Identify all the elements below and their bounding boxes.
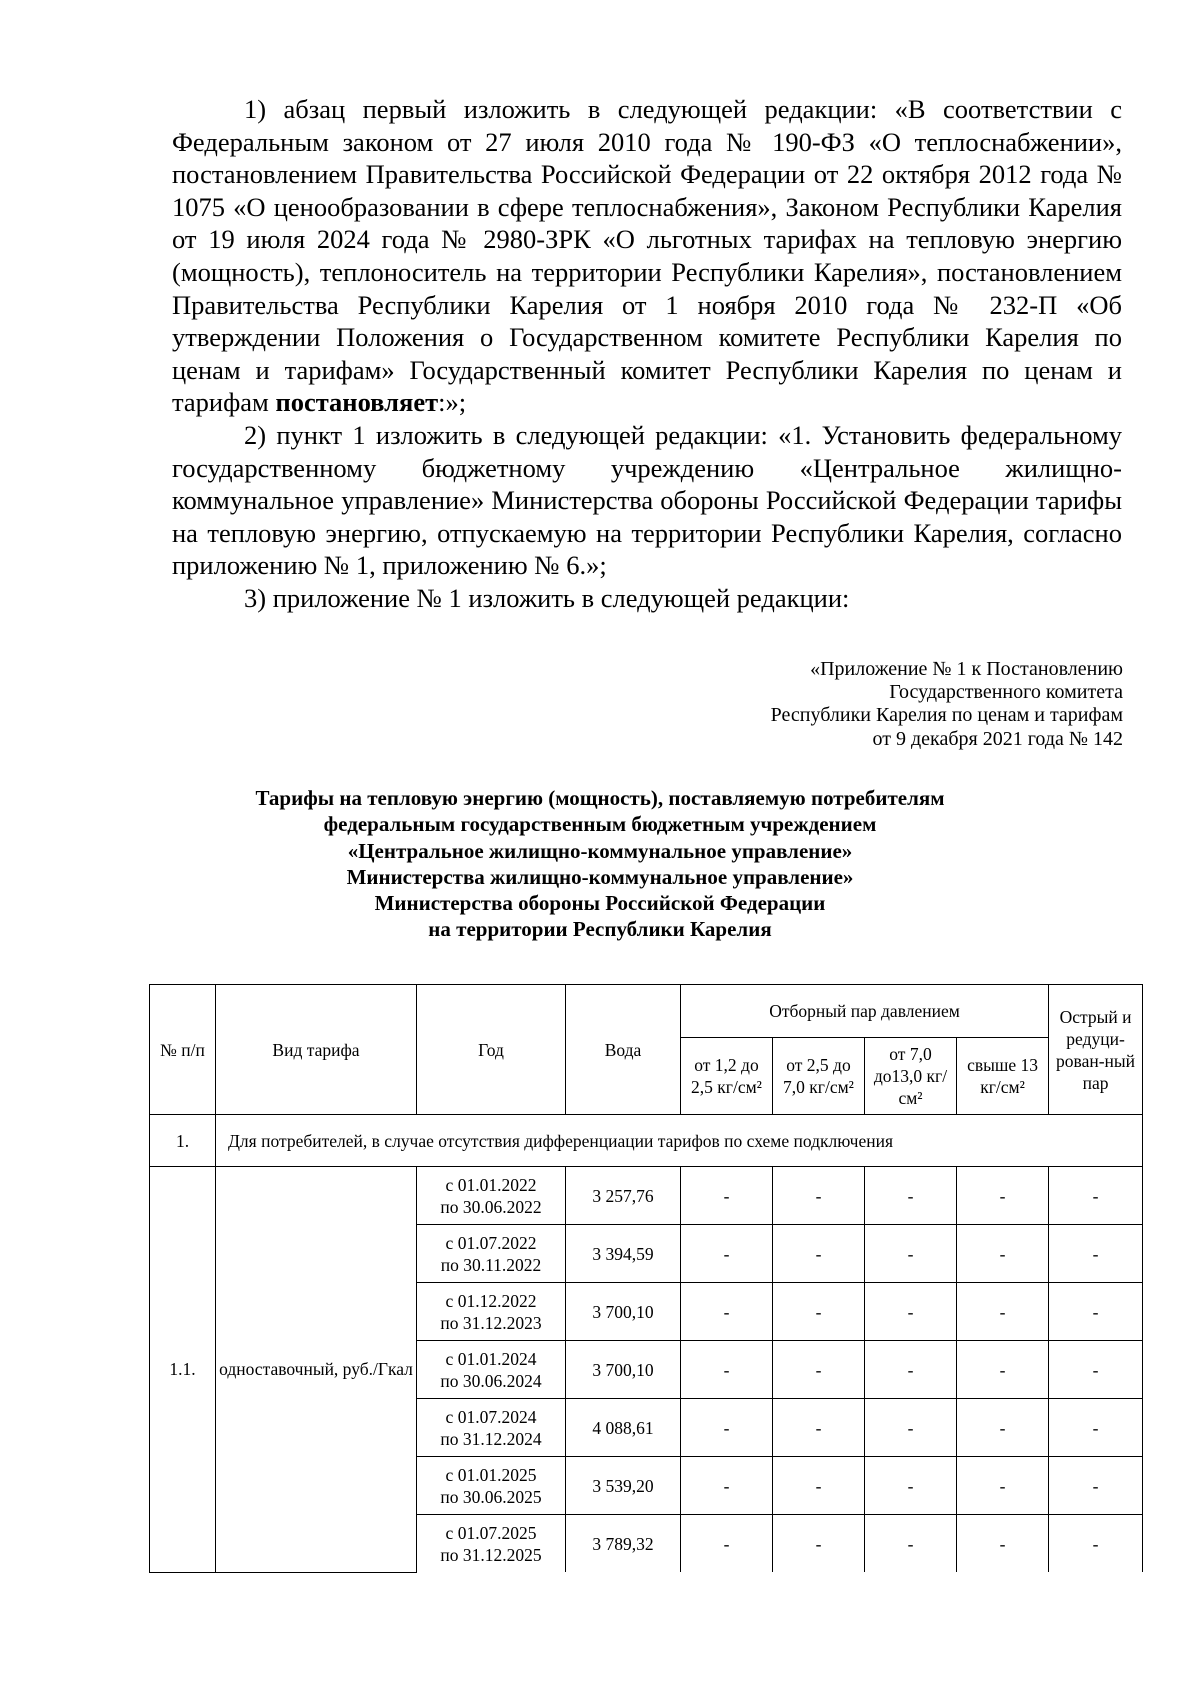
table-header-row <box>150 985 1143 1038</box>
header-num: № п/п <box>150 985 216 1115</box>
steam-2-value: - <box>773 1225 865 1283</box>
title-line: Тарифы на тепловую энергию (мощность), поставляемую потребителям <box>255 786 945 810</box>
steam-3-value: - <box>865 1515 957 1573</box>
title-line: на территории Республики Карелия <box>428 917 772 942</box>
steam-2-value: - <box>773 1457 865 1515</box>
item-num: 1.1. <box>150 1167 216 1573</box>
title-line: Министерства обороны Российской Федерации <box>374 891 826 916</box>
paragraph-1-ending: :»; <box>438 387 467 418</box>
water-value: 3 257,76 <box>566 1167 681 1225</box>
amendment-paragraph-1 <box>172 93 1122 419</box>
group-num: 1. <box>150 1115 216 1167</box>
water-value: 3 700,10 <box>566 1341 681 1399</box>
water-value: 4 088,61 <box>566 1399 681 1457</box>
amendment-text <box>172 93 1122 615</box>
item-tariff: одноставочный, руб./Гкал <box>216 1167 417 1573</box>
water-value: 3 539,20 <box>566 1457 681 1515</box>
sharp-steam-value: - <box>1049 1167 1143 1225</box>
steam-4-value: - <box>957 1283 1049 1341</box>
period-from: с 01.01.2025 <box>445 1464 537 1485</box>
header-steam-4: свыше 13 кг/см² <box>957 1038 1049 1115</box>
amendment-paragraph-3: 3) приложение № 1 изложить в следующей редакции: <box>244 582 850 613</box>
steam-3-value: - <box>865 1399 957 1457</box>
steam-1-value: - <box>681 1515 773 1573</box>
steam-3-value: - <box>865 1167 957 1225</box>
table-group-row <box>150 1115 1143 1167</box>
period-from: с 01.07.2025 <box>445 1522 537 1543</box>
steam-2-value: - <box>773 1515 865 1573</box>
header-water: Вода <box>566 985 681 1115</box>
steam-1-value: - <box>681 1167 773 1225</box>
sharp-steam-value: - <box>1049 1399 1143 1457</box>
period-cell <box>417 1457 566 1515</box>
paragraph-1-text: 1) абзац первый изложить в следующей редакции: «В соответствии с Федеральным законом от 27 июля 2010 года № 190-ФЗ «О теплоснабжении», постановлением Правительства Российской Федерации от 22 октября 2012 года № 1075 «О ценообразовании в сфере теплоснабжения», Законом Республики Карелия от 19 июля 2024 года № 2980-ЗРК «О льготных тарифах на тепловую энергию (мощность), теплоноситель на территории Республики Карелия», постановлением Правительства Республики Карелия от 1 ноября 2010 года № 232-П «Об утверждении Положения о Государственном комитете Республики Карелия по ценам и тарифам» Государственный комитет Республики Карелия по ценам и тарифам <box>172 94 1122 418</box>
steam-1-value: - <box>681 1225 773 1283</box>
period-to: по 31.12.2025 <box>440 1544 542 1565</box>
period-cell <box>417 1341 566 1399</box>
group-description: Для потребителей, в случае отсутствия дифференциации тарифов по схеме подключения <box>216 1115 1143 1167</box>
steam-1-value: - <box>681 1457 773 1515</box>
header-steam-3: от 7,0 до13,0 кг/см² <box>865 1038 957 1115</box>
title-line: федеральным государственным бюджетным учреждением <box>323 812 877 837</box>
header-steam-2: от 2,5 до 7,0 кг/см² <box>773 1038 865 1115</box>
steam-4-value: - <box>957 1167 1049 1225</box>
period-from: с 01.07.2022 <box>445 1232 537 1253</box>
sharp-steam-value: - <box>1049 1457 1143 1515</box>
period-cell <box>417 1283 566 1341</box>
sharp-steam-value: - <box>1049 1515 1143 1573</box>
title-line: «Центральное жилищно-коммунальное управление» <box>347 838 853 863</box>
appendix-note <box>563 658 1123 751</box>
header-steam-1: от 1,2 до 2,5 кг/см² <box>681 1038 773 1115</box>
period-to: по 31.12.2023 <box>440 1312 542 1333</box>
period-to: по 30.06.2022 <box>440 1196 542 1217</box>
water-value: 3 394,59 <box>566 1225 681 1283</box>
period-to: по 31.12.2024 <box>440 1428 542 1449</box>
period-cell <box>417 1225 566 1283</box>
header-steam-group: Отборный пар давлением <box>681 985 1049 1038</box>
steam-4-value: - <box>957 1225 1049 1283</box>
title-line: Министерства жилищно-коммунальное управление» <box>346 864 854 889</box>
sharp-steam-value: - <box>1049 1225 1143 1283</box>
header-year: Год <box>417 985 566 1115</box>
paragraph-1-bold-word: постановляет <box>275 387 439 418</box>
header-sharp-steam: Острый и редуци-рован-ный пар <box>1049 985 1143 1115</box>
appendix-note-line: «Приложение № 1 к Постановлению <box>810 658 1123 680</box>
steam-2-value: - <box>773 1399 865 1457</box>
water-value: 3 789,32 <box>566 1515 681 1573</box>
steam-2-value: - <box>773 1341 865 1399</box>
steam-2-value: - <box>773 1167 865 1225</box>
period-cell <box>417 1167 566 1225</box>
period-from: с 01.01.2024 <box>445 1348 537 1369</box>
tariffs-table <box>149 984 1143 1573</box>
steam-3-value: - <box>865 1283 957 1341</box>
period-cell <box>417 1399 566 1457</box>
appendix-note-line: Республики Карелия по ценам и тарифам <box>770 704 1123 727</box>
sharp-steam-value: - <box>1049 1283 1143 1341</box>
steam-4-value: - <box>957 1457 1049 1515</box>
steam-1-value: - <box>681 1341 773 1399</box>
steam-2-value: - <box>773 1283 865 1341</box>
amendment-paragraph-2: 2) пункт 1 изложить в следующей редакции: «1. Установить федеральному государственному бюджетному учреждению «Центральное жилищно-коммунальное управление» Министерства обороны Российской Федерации тарифы на тепловую энергию, отпускаемую на территории Республики Карелия, согласно приложению № 1, приложению № 6.»; <box>172 419 1122 581</box>
period-from: с 01.01.2022 <box>445 1174 537 1195</box>
steam-4-value: - <box>957 1399 1049 1457</box>
water-value: 3 700,10 <box>566 1283 681 1341</box>
steam-3-value: - <box>865 1457 957 1515</box>
steam-4-value: - <box>957 1515 1049 1573</box>
period-to: по 30.06.2025 <box>440 1486 542 1507</box>
period-to: по 30.06.2024 <box>440 1370 542 1391</box>
period-from: с 01.12.2022 <box>445 1290 537 1311</box>
period-cell <box>417 1515 566 1573</box>
tariff-table-title <box>150 785 1050 943</box>
appendix-note-line: от 9 декабря 2021 года № 142 <box>872 727 1123 750</box>
sharp-steam-value: - <box>1049 1341 1143 1399</box>
table-row <box>150 1167 1143 1225</box>
steam-4-value: - <box>957 1341 1049 1399</box>
steam-3-value: - <box>865 1341 957 1399</box>
header-tariff-type: Вид тарифа <box>216 985 417 1115</box>
steam-1-value: - <box>681 1399 773 1457</box>
period-to: по 30.11.2022 <box>440 1254 542 1275</box>
steam-1-value: - <box>681 1283 773 1341</box>
appendix-note-line: Государственного комитета <box>889 681 1123 704</box>
steam-3-value: - <box>865 1225 957 1283</box>
period-from: с 01.07.2024 <box>445 1406 537 1427</box>
